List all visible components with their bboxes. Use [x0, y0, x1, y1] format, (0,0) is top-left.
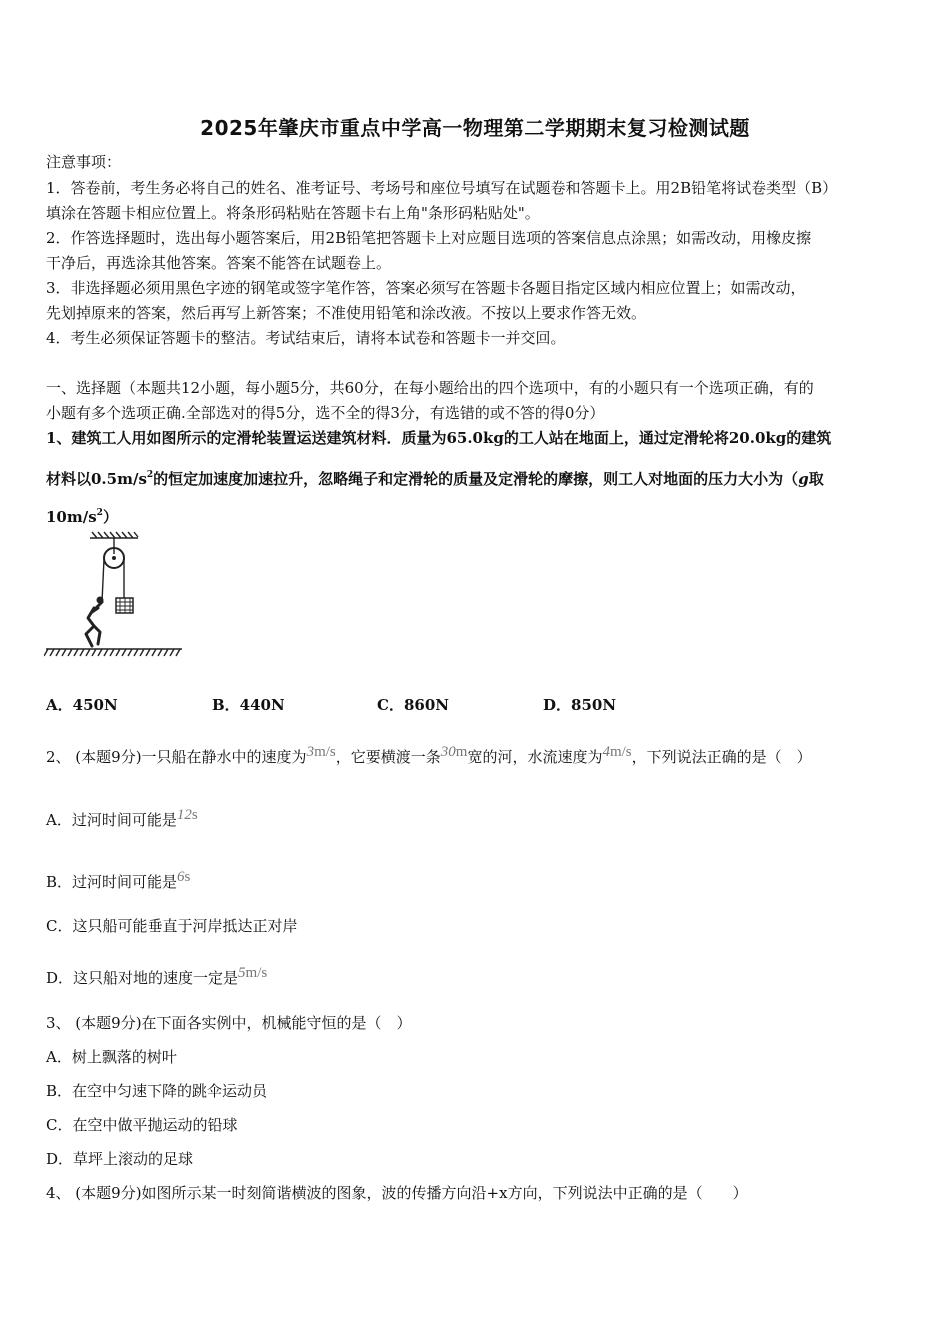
q1-stem-line3: $10m/s^2$）: [46, 508, 118, 526]
q3-stem: 3、 (本题9分)在下面各实例中，机械能守恒的是（ ）: [46, 1014, 412, 1032]
q3-option-a: A．树上飘落的树叶: [46, 1048, 177, 1066]
notice-heading: 注意事项：: [46, 153, 122, 171]
section-heading-line1: 一、选择题（本题共12小题，每小题5分，共60分，在每小题给出的四个选项中，有的小题只有一个选项正确，有的: [46, 379, 814, 397]
q4-stem: 4、 (本题9分)如图所示某一时刻简谐横波的图象，波的传播方向沿+x方向，下列说法中正确的是（ ）: [46, 1184, 748, 1202]
ground: [44, 649, 182, 656]
notice-line: 3．非选择题必须用黑色字迹的钢笔或签字笔作答，答案必须写在答题卡各题目指定区域内相应位置上；如需改动，: [46, 279, 806, 297]
q2-stem: 2、 (本题9分)一只船在静水中的速度为3m/s，它要横渡一条30m宽的河，水流速度为4m/s，下列说法正确的是（ ）: [46, 744, 812, 766]
q3-option-b: B．在空中匀速下降的跳伞运动员: [46, 1082, 268, 1100]
notice-line: 4．考生必须保证答题卡的整洁。考试结束后，请将本试卷和答题卡一并交回。: [46, 329, 566, 347]
notice-line: 填涂在答题卡相应位置上。将条形码粘贴在答题卡右上角"条形码粘贴处"。: [46, 204, 540, 222]
notice-line: 1．答卷前，考生务必将自己的姓名、准考证号、考场号和座位号填写在试题卷和答题卡上。用2B铅笔将试卷类型（B）: [46, 179, 838, 197]
q1-stem-line2: 材料以$0.5m/s^2$的恒定加速度加速拉升，忽略绳子和定滑轮的质量及定滑轮的摩擦，则工人对地面的压力大小为（g取: [46, 470, 824, 488]
q1-stem-line1: 1、建筑工人用如图所示的定滑轮装置运送建筑材料．质量为65.0kg的工人站在地面上，通过定滑轮将20.0kg的建筑: [46, 429, 832, 447]
q2-option-c: C．这只船可能垂直于河岸抵达正对岸: [46, 917, 298, 935]
notice-line: 干净后，再选涂其他答案。答案不能答在试题卷上。: [46, 254, 392, 272]
pulley-figure: [44, 530, 184, 664]
q2-option-a: A．过河时间可能是12s: [46, 807, 198, 829]
ceiling-mount: [90, 532, 138, 554]
worker-figure: [86, 597, 104, 647]
q2-option-b: B．过河时间可能是6s: [46, 869, 191, 891]
q1-option-a: A．450N: [46, 696, 118, 714]
q1-option-c: C．860N: [377, 696, 449, 714]
q1-option-d: D．850N: [543, 696, 617, 714]
q3-option-c: C．在空中做平抛运动的铅球: [46, 1116, 238, 1134]
q3-option-d: D．草坪上滚动的足球: [46, 1150, 194, 1168]
section-heading-line2: 小题有多个选项正确.全部选对的得5分，选不全的得3分，有选错的或不答的得0分）: [46, 404, 605, 422]
q2-option-d: D．这只船对地的速度一定是5m/s: [46, 965, 268, 987]
notice-line: 先划掉原来的答案，然后再写上新答案；不准使用铅笔和涂改液。不按以上要求作答无效。: [46, 304, 647, 322]
exam-title: 2025年肇庆市重点中学高一物理第二学期期末复习检测试题: [200, 116, 750, 140]
q1-option-b: B．440N: [212, 696, 285, 714]
notice-line: 2．作答选择题时，选出每小题答案后，用2B铅笔把答题卡上对应题目选项的答案信息点涂黑；如需改动，用橡皮擦: [46, 229, 812, 247]
